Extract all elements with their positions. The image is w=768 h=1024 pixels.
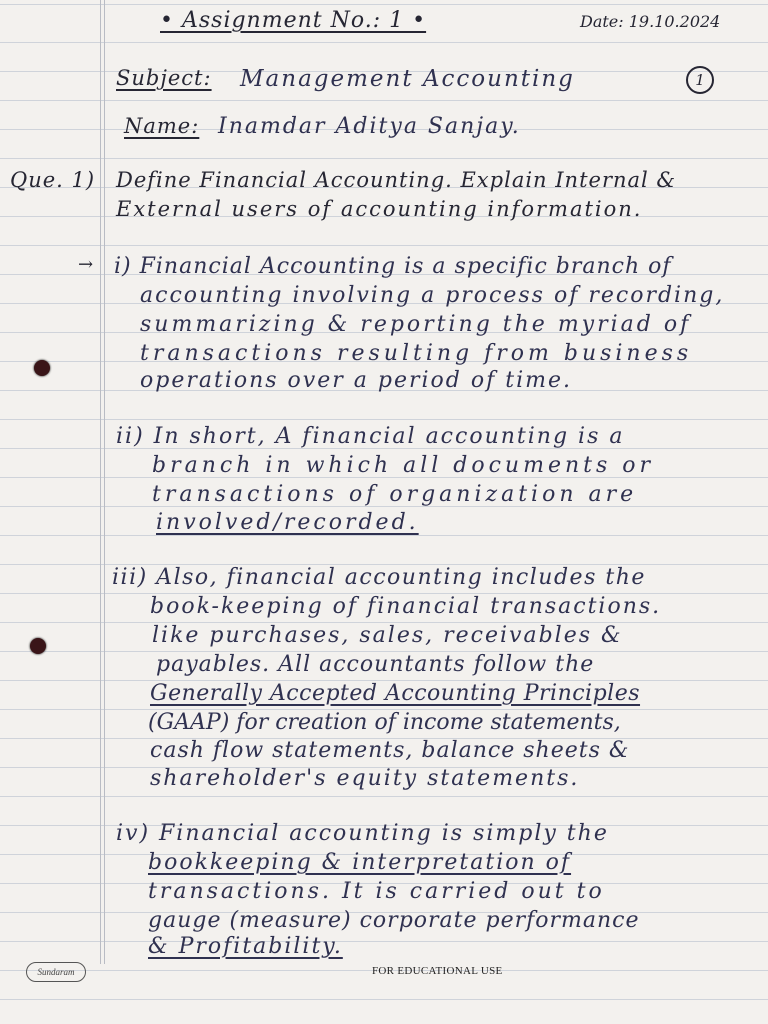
answer-2-line: ii) In short, A financial accounting is a (116, 424, 625, 449)
student-name: Inamdar Aditya Sanjay. (218, 114, 521, 139)
answer-3-line: Generally Accepted Accounting Principles (150, 681, 641, 706)
date: Date: 19.10.2024 (580, 12, 721, 31)
answer-3-line: like purchases, sales, receivables & (152, 623, 623, 648)
subject-label: Subject: (116, 66, 212, 90)
answer-1-line: transactions resulting from business (140, 341, 693, 366)
answer-2-line: branch in which all documents or (152, 453, 655, 478)
answer-3-line: shareholder's equity statements. (150, 766, 580, 791)
answer-2-line: transactions of organization are (152, 482, 638, 507)
subject-value: Management Accounting (240, 66, 575, 92)
footer-notice: FOR EDUCATIONAL USE (372, 965, 503, 977)
answer-1-line: accounting involving a process of recording, (140, 283, 725, 308)
assignment-title: • Assignment No.: 1 • (160, 8, 427, 33)
page-number: 1 (686, 66, 714, 94)
name-label: Name: (124, 114, 200, 138)
answer-4-line: iv) Financial accounting is simply the (116, 821, 609, 846)
question-label: Que. 1) (10, 168, 96, 192)
arrow-marker: → (78, 254, 95, 275)
punch-hole (34, 360, 50, 376)
answer-4-line: transactions. It is carried out to (148, 879, 605, 904)
answer-1-line: i) Financial Accounting is a specific branch of (114, 254, 672, 279)
answer-2-line: involved/recorded. (156, 510, 419, 535)
answer-3-line: iii) Also, financial accounting includes the (112, 565, 646, 590)
answer-3-line: book-keeping of financial transactions. (150, 594, 662, 619)
question-line: External users of accounting information. (116, 197, 643, 221)
question-line: Define Financial Accounting. Explain Internal & (116, 168, 677, 192)
punch-hole (30, 638, 46, 654)
answer-4-line: bookkeeping & interpretation of (148, 850, 572, 875)
margin-line-left (100, 0, 101, 964)
margin-line-right (104, 0, 105, 964)
answer-3-line: payables. All accountants follow the (156, 652, 595, 677)
answer-4-line: & Profitability. (148, 934, 343, 959)
answer-1-line: summarizing & reporting the myriad of (140, 312, 692, 337)
notebook-brand-logo: Sundaram (26, 962, 86, 982)
answer-4-line: gauge (measure) corporate performance (148, 908, 640, 933)
answer-1-line: operations over a period of time. (140, 368, 572, 393)
answer-3-line: cash flow statements, balance sheets & (150, 738, 630, 763)
answer-3-line: (GAAP) for creation of income statements, (148, 710, 621, 735)
